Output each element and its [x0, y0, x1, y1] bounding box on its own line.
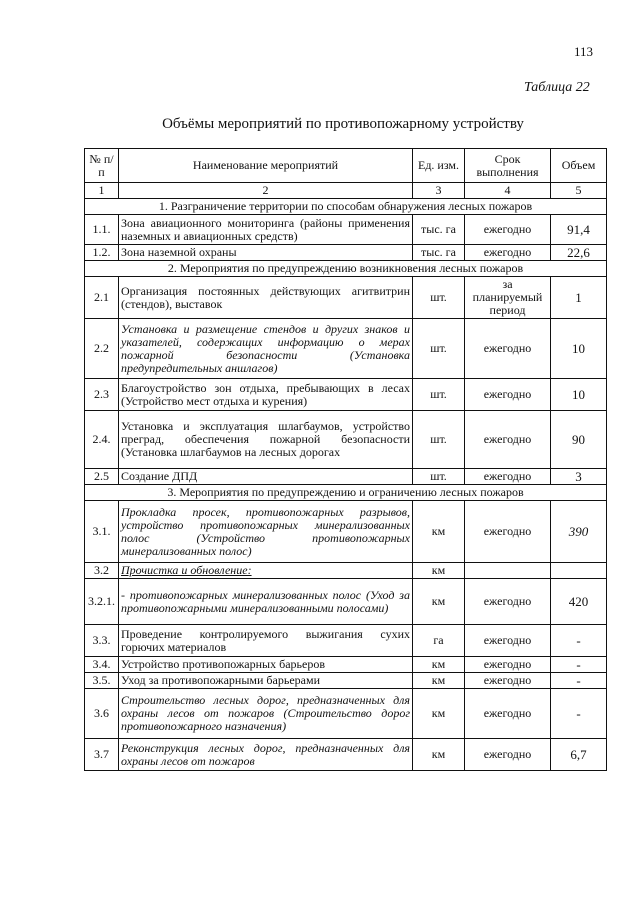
row-volume: 420	[551, 579, 607, 625]
row-unit: км	[413, 739, 465, 771]
table-row	[85, 277, 607, 319]
row-name: Прокладка просек, противопожарных разрывов, устройство противопожарных минерализованных полос (Устройство противопожарных минерализованных полос)	[119, 501, 413, 563]
row-term: ежегодно	[465, 689, 551, 739]
row-volume: 90	[551, 411, 607, 469]
row-name: Реконструкция лесных дорог, предназначенных для охраны лесов от пожаров	[119, 739, 413, 771]
row-num: 2.2	[85, 319, 119, 379]
row-unit: шт.	[413, 277, 465, 319]
header-unit: Ед. изм.	[413, 149, 465, 183]
row-volume: 10	[551, 319, 607, 379]
col-number: 2	[119, 183, 413, 199]
row-term	[465, 563, 551, 579]
row-term: ежегодно	[465, 625, 551, 657]
col-number: 1	[85, 183, 119, 199]
row-volume: 10	[551, 379, 607, 411]
row-volume: 1	[551, 277, 607, 319]
row-volume: 3	[551, 469, 607, 485]
row-num: 2.1	[85, 277, 119, 319]
table-row	[85, 469, 607, 485]
row-unit: км	[413, 657, 465, 673]
header-term: Срок выполнения	[465, 149, 551, 183]
row-term: ежегодно	[465, 579, 551, 625]
row-unit: тыс. га	[413, 215, 465, 245]
section-heading: 2. Мероприятия по предупреждению возникновения лесных пожаров	[85, 261, 607, 277]
header-row	[85, 149, 607, 183]
row-num: 1.1.	[85, 215, 119, 245]
section-heading: 3. Мероприятия по предупреждению и ограничению лесных пожаров	[85, 485, 607, 501]
row-unit: км	[413, 673, 465, 689]
row-num: 2.3	[85, 379, 119, 411]
col-number: 5	[551, 183, 607, 199]
header-num: № п/п	[85, 149, 119, 183]
row-num: 1.2.	[85, 245, 119, 261]
row-unit: шт.	[413, 379, 465, 411]
table-row	[85, 739, 607, 771]
row-term: ежегодно	[465, 379, 551, 411]
row-name: Уход за противопожарными барьерами	[119, 673, 413, 689]
row-name: Создание ДПД	[119, 469, 413, 485]
row-num: 2.5	[85, 469, 119, 485]
header-name: Наименование мероприятий	[119, 149, 413, 183]
row-name: Строительство лесных дорог, предназначенных для охраны лесов от пожаров (Строительство дорог противопожарного назначения)	[119, 689, 413, 739]
column-number-row	[85, 183, 607, 199]
row-name: Устройство противопожарных барьеров	[119, 657, 413, 673]
table-row	[85, 379, 607, 411]
row-name: Установка и эксплуатация шлагбаумов, устройство преград, обеспечения пожарной безопасности (Установка шлагбаумов на лесных дорогах	[119, 411, 413, 469]
header-volume: Объем	[551, 149, 607, 183]
table-row	[85, 625, 607, 657]
section-row	[85, 261, 607, 277]
row-num: 3.7	[85, 739, 119, 771]
table-row	[85, 579, 607, 625]
row-num: 3.3.	[85, 625, 119, 657]
row-volume: -	[551, 625, 607, 657]
table-row	[85, 215, 607, 245]
document-title: Объёмы мероприятий по противопожарному устройству	[162, 116, 524, 132]
row-name: Прочистка и обновление:	[119, 563, 413, 579]
table-row	[85, 689, 607, 739]
row-num: 3.1.	[85, 501, 119, 563]
row-term: ежегодно	[465, 657, 551, 673]
row-unit: шт.	[413, 469, 465, 485]
row-term: ежегодно	[465, 245, 551, 261]
row-term: ежегодно	[465, 215, 551, 245]
row-term: ежегодно	[465, 739, 551, 771]
col-number: 4	[465, 183, 551, 199]
page-number: 113	[574, 44, 594, 59]
row-term: ежегодно	[465, 501, 551, 563]
row-volume: 6,7	[551, 739, 607, 771]
row-name: Зона авиационного мониторинга (районы применения наземных и авиационных средств)	[119, 215, 413, 245]
row-num: 3.2.1.	[85, 579, 119, 625]
row-term: за планируемый период	[465, 277, 551, 319]
section-heading: 1. Разграничение территории по способам обнаружения лесных пожаров	[85, 199, 607, 215]
row-term: ежегодно	[465, 673, 551, 689]
row-name: Зона наземной охраны	[119, 245, 413, 261]
section-row	[85, 485, 607, 501]
row-term: ежегодно	[465, 469, 551, 485]
row-name: Проведение контролируемого выжигания сухих горючих материалов	[119, 625, 413, 657]
table-row	[85, 245, 607, 261]
row-unit: км	[413, 501, 465, 563]
table-label: Таблица 22	[524, 80, 590, 95]
row-unit: шт.	[413, 411, 465, 469]
row-name: Установка и размещение стендов и других знаков и указателей, содержащих информацию о мерах пожарной безопасности (Установка предупредительных аншлагов)	[119, 319, 413, 379]
table-row	[85, 657, 607, 673]
table-row	[85, 673, 607, 689]
row-unit: тыс. га	[413, 245, 465, 261]
table-row	[85, 319, 607, 379]
row-volume: 91,4	[551, 215, 607, 245]
row-num: 3.5.	[85, 673, 119, 689]
row-volume: 22,6	[551, 245, 607, 261]
row-name: Благоустройство зон отдыха, пребывающих в лесах (Устройство мест отдыха и курения)	[119, 379, 413, 411]
row-unit: км	[413, 563, 465, 579]
row-volume: 390	[551, 501, 607, 563]
row-unit: км	[413, 579, 465, 625]
row-volume: -	[551, 657, 607, 673]
row-unit: шт.	[413, 319, 465, 379]
row-volume: -	[551, 673, 607, 689]
row-name: Организация постоянных действующих агитвитрин (стендов), выставок	[119, 277, 413, 319]
row-unit: км	[413, 689, 465, 739]
section-row	[85, 199, 607, 215]
row-volume	[551, 563, 607, 579]
row-volume: -	[551, 689, 607, 739]
row-unit: га	[413, 625, 465, 657]
row-term: ежегодно	[465, 319, 551, 379]
row-num: 3.4.	[85, 657, 119, 673]
row-num: 3.6	[85, 689, 119, 739]
measures-table	[84, 148, 607, 771]
row-name: - противопожарных минерализованных полос (Уход за противопожарными минерализованными полосами)	[119, 579, 413, 625]
row-num: 3.2	[85, 563, 119, 579]
row-num: 2.4.	[85, 411, 119, 469]
table-row	[85, 411, 607, 469]
table-row	[85, 563, 607, 579]
row-term: ежегодно	[465, 411, 551, 469]
table-row	[85, 501, 607, 563]
col-number: 3	[413, 183, 465, 199]
